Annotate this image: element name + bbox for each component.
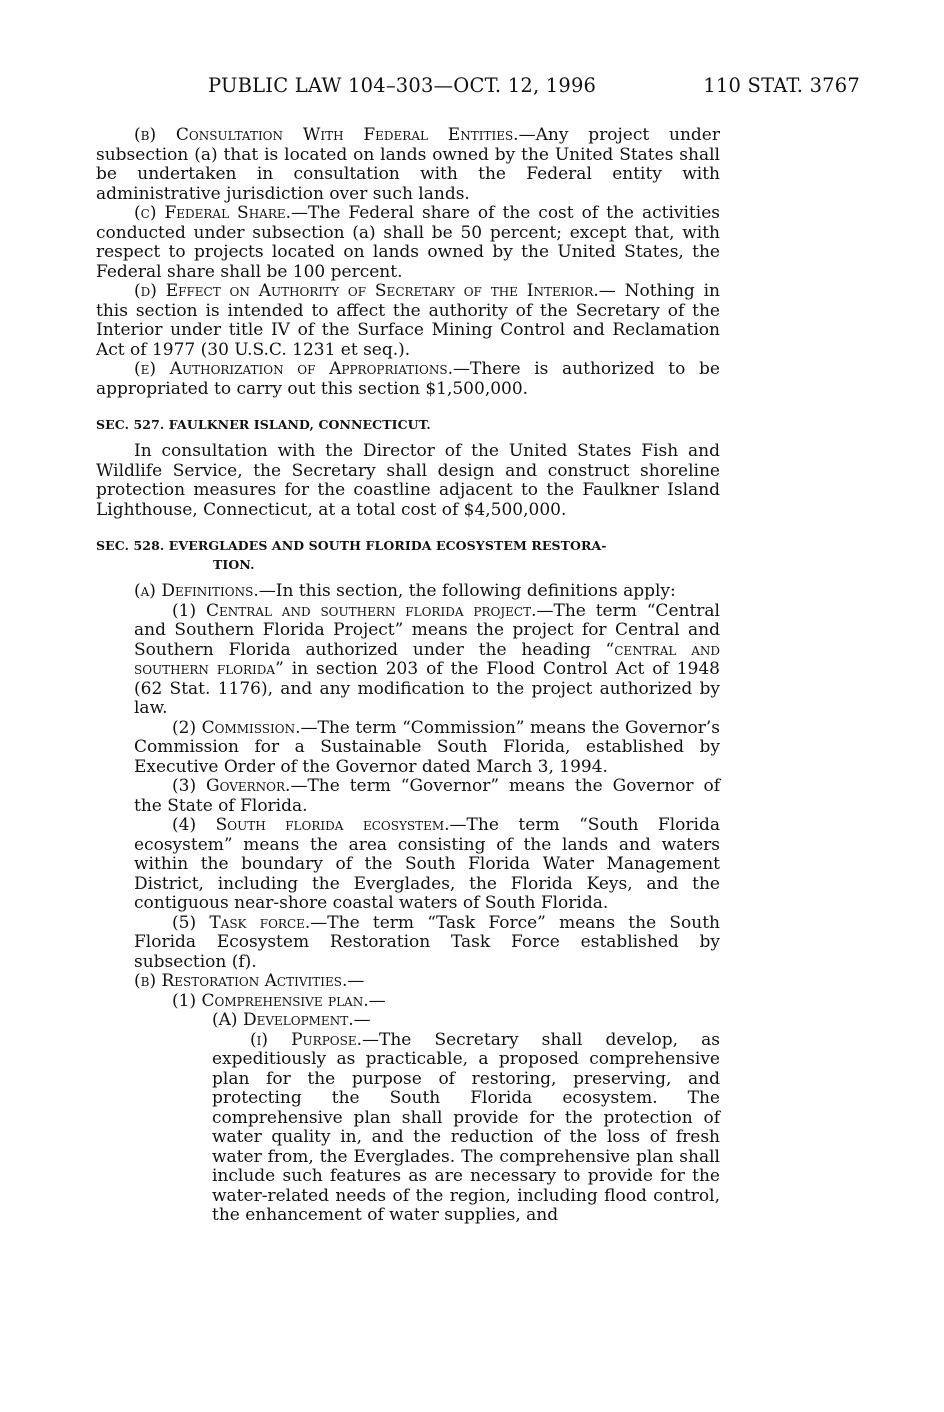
- definition-text: —The term “Task Force” means the South Florida Ecosystem Restoration Task Force established by subsection (f).: [134, 912, 720, 972]
- definition-heading: (3) Governor.: [172, 776, 291, 796]
- subsection-heading: (a) Definitions.: [134, 581, 259, 601]
- subsection-e-appropriations: [96, 360, 720, 399]
- section-528-heading-line2: TION.: [213, 557, 255, 572]
- subsection-heading: (e) Authorization of Appropriations.: [134, 359, 453, 379]
- definition-2: [96, 719, 720, 778]
- subsection-text: — Nothing in this section is intended to affect the authority of the Secretary of the Interior under title IV of the Surface Mining Control and Reclamation Act of 1977 (30 U.S.C. 1231 et seq.).: [96, 281, 720, 360]
- section-527-text: In consultation with the Director of the United States Fish and Wildlife Service, the Secretary shall design and construct shoreline protection measures for the coastline adjacent to the Faulkner Island Lighthouse, Connecticut, at a total cost of $4,500,000.: [96, 441, 720, 520]
- section-528-heading: [96, 536, 720, 574]
- definition-text: —The term “South Florida ecosystem” means the area consisting of the lands and waters within the boundary of the South Florida Water Management District, including the Everglades, the Florida Keys, and the contiguous near-shore coastal waters of South Florida.: [134, 815, 720, 913]
- document-body: [96, 126, 720, 1226]
- public-law-citation: PUBLIC LAW 104–303—OCT. 12, 1996: [208, 74, 597, 97]
- subsection-c-federal-share: [96, 204, 720, 282]
- subsection-heading: (d) Effect on Authority of Secretary of the Interior.: [134, 281, 599, 301]
- clause-i-purpose: [96, 1031, 720, 1226]
- statute-page-number: 110 STAT. 3767: [703, 74, 860, 97]
- subsection-b-restoration: [96, 972, 720, 992]
- paragraph-1-comprehensive-plan: [96, 992, 720, 1012]
- definition-heading: (4) South florida ecosystem.: [172, 815, 450, 835]
- subsection-text: —In this section, the following definitions apply:: [258, 581, 676, 601]
- subsection-text: —The Federal share of the cost of the activities conducted under subsection (a) shall be 50 percent; except that, with respect to projects located on lands owned by the United States, the Federal share shall be 100 percent.: [96, 203, 720, 282]
- subparagraph-heading: (A) Development.—: [212, 1010, 371, 1030]
- subparagraph-a-development: [96, 1011, 720, 1031]
- definition-heading: (2) Commission.: [172, 717, 301, 738]
- definition-text: —The term “Central and Southern Florida Project” means the project for Central and Southern Florida authorized under the heading “: [134, 600, 720, 660]
- subsection-b-consultation: [96, 126, 720, 204]
- paragraph-heading: (1) Comprehensive plan.—: [172, 990, 386, 1011]
- definition-heading: (5) Task force.: [172, 912, 311, 933]
- clause-text: —The Secretary shall develop, as expeditiously as practicable, a proposed comprehensive plan for the purpose of restoring, preserving, and protecting the South Florida ecosystem. The comprehensive plan shall provide for the protection of water quality in, and the reduction of the loss of fresh water from, the Everglades. The comprehensive plan shall include such features as are necessary to provide for the water-related needs of the region, including flood control, the enhancement of water supplies, and: [212, 1029, 720, 1225]
- subsection-text: —There is authorized to be appropriated to carry out this section $1,500,000.: [96, 359, 720, 399]
- definition-text: ” in section 203 of the Flood Control Act of 1948 (62 Stat. 1176), and any modification to the project authorized by law.: [134, 659, 720, 718]
- definition-1: [96, 602, 720, 719]
- subsection-text: —Any project under subsection (a) that is located on lands owned by the United States shall be undertaken in consultation with the Federal entity with administrative jurisdiction over such lands.: [96, 125, 720, 204]
- section-528-heading-line1: SEC. 528. EVERGLADES AND SOUTH FLORIDA ECOSYSTEM RESTORA-: [96, 538, 607, 553]
- definition-3: [96, 777, 720, 816]
- subsection-heading: (b) Consultation With Federal Entities.: [134, 125, 519, 145]
- subsection-a-definitions: [96, 582, 720, 602]
- definition-5: [96, 914, 720, 973]
- section-527-heading: SEC. 527. FAULKNER ISLAND, CONNECTICUT.: [96, 417, 431, 432]
- subsection-heading: (b) Restoration Activities.—: [134, 971, 365, 991]
- clause-heading: (i) Purpose.: [250, 1029, 362, 1050]
- subsection-d-effect-on-authority: [96, 282, 720, 360]
- definition-caps-term: central and southern florida: [134, 639, 721, 679]
- definition-text: —The term “Commission” means the Governor’s Commission for a Sustainable South Florida, established by Executive Order of the Governor dated March 3, 1994.: [134, 717, 721, 777]
- definition-text: —The term “Governor” means the Governor of the State of Florida.: [134, 776, 721, 816]
- definition-heading: (1) Central and southern florida project.: [172, 600, 537, 621]
- definition-4: [96, 816, 720, 914]
- subsection-heading: (c) Federal Share.: [134, 203, 292, 223]
